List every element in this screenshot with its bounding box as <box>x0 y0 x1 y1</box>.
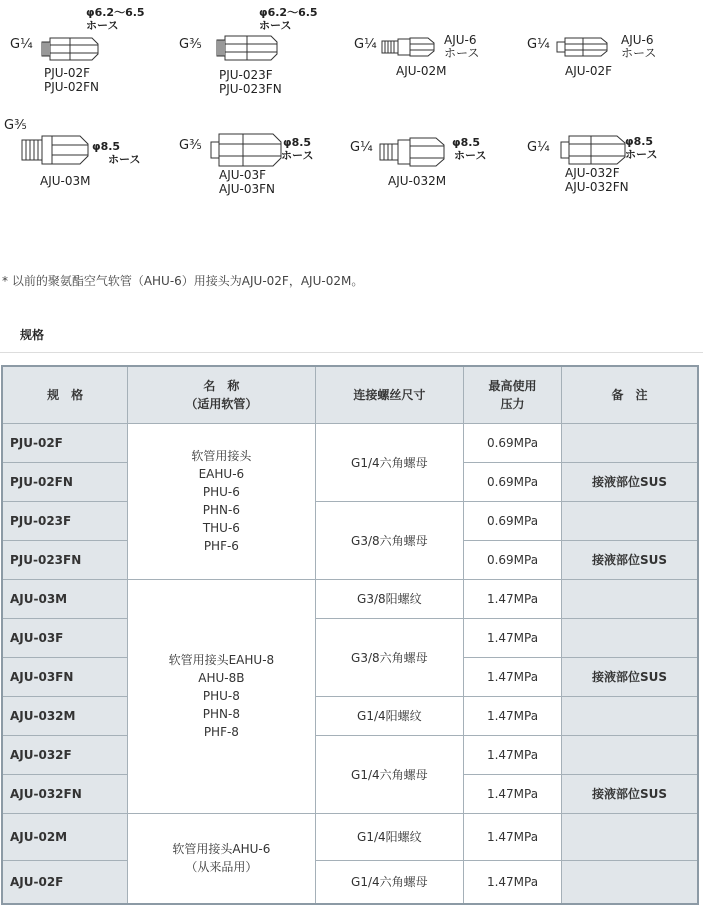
dimension-label: φ8.5 <box>283 136 312 149</box>
thread-cell: G3/8六角螺母 <box>315 501 464 579</box>
table-row <box>2 423 698 462</box>
model-label: AJU-032F <box>565 166 620 180</box>
name-cell <box>128 813 315 904</box>
model-cell: PJU-02FN <box>2 462 128 501</box>
remark-cell: 接液部位SUS <box>561 540 698 579</box>
name-line: （从来品用） <box>185 860 258 875</box>
model-label: AJU-032FN <box>565 180 629 194</box>
dimension-label: φ8.5 <box>625 135 654 148</box>
remark-cell <box>561 423 698 462</box>
remark-cell <box>561 813 698 860</box>
pressure-cell: 1.47MPa <box>464 696 562 735</box>
thread-label: G⅗ <box>179 138 202 153</box>
name-line: PHU-8 <box>202 689 240 703</box>
remark-cell <box>561 735 698 774</box>
figure-aju-03m <box>0 110 170 200</box>
name-line: EAHU-6 <box>198 467 245 481</box>
figure-aju-032f <box>525 110 700 200</box>
thread-cell: G1/4阳螺纹 <box>315 696 464 735</box>
model-label: AJU-02F <box>565 64 613 78</box>
thread-cell: G1/4六角螺母 <box>315 735 464 813</box>
name-line: PHF-8 <box>203 725 239 739</box>
divider <box>0 352 703 353</box>
remark-cell: 接液部位SUS <box>561 462 698 501</box>
hose-label: ホース <box>259 19 292 32</box>
thread-cell: G1/4六角螺母 <box>315 423 464 501</box>
table-row <box>2 735 698 774</box>
thread-cell: G3/8六角螺母 <box>315 618 464 696</box>
table-row <box>2 813 698 860</box>
name-line: PHF-6 <box>203 539 239 553</box>
remark-cell <box>561 501 698 540</box>
name-line: 软管用接头 <box>191 449 252 463</box>
name-line: PHU-6 <box>202 485 240 499</box>
thread-cell: G1/4阳螺纹 <box>315 813 464 860</box>
remark-cell <box>561 696 698 735</box>
pressure-cell: 0.69MPa <box>464 462 562 501</box>
footnote: * 以前的聚氨酯空气软管（AHU-6）用接头为AJU-02F，AJU-02M。 <box>2 274 364 288</box>
thread-cell: G3/8阳螺纹 <box>315 579 464 618</box>
pressure-cell: 1.47MPa <box>464 579 562 618</box>
remark-cell <box>561 579 698 618</box>
hose-label: ホース <box>625 148 658 161</box>
figure-aju-03f <box>175 110 345 200</box>
remark-cell <box>561 860 698 904</box>
thread-cell: G1/4六角螺母 <box>315 860 464 904</box>
model-cell: PJU-023F <box>2 501 128 540</box>
figure-pju-023f <box>175 0 345 100</box>
table-row <box>2 860 698 904</box>
pressure-cell: 1.47MPa <box>464 860 562 904</box>
hose-label: ホース <box>454 149 487 162</box>
model-cell: AJU-03FN <box>2 657 128 696</box>
header-name-line: 名 称 <box>203 378 240 393</box>
model-cell: AJU-02M <box>2 813 128 860</box>
header-remark: 备 注 <box>561 366 698 423</box>
thread-label: G⅗ <box>179 37 202 52</box>
dimension-label: φ8.5 <box>452 136 481 149</box>
figure-aju-02f <box>525 0 700 100</box>
model-cell: AJU-02F <box>2 860 128 904</box>
figure-aju-02m <box>350 0 520 100</box>
spec-table <box>1 365 699 905</box>
hose-label: ホース <box>444 46 480 60</box>
table-header-row <box>2 366 698 423</box>
table-row <box>2 618 698 657</box>
figure-aju-032m <box>350 110 520 200</box>
name-line: THU-6 <box>202 521 240 535</box>
model-label: AJU-03F <box>219 168 267 182</box>
model-cell: AJU-032M <box>2 696 128 735</box>
pressure-cell: 1.47MPa <box>464 657 562 696</box>
name-line: 软管用接头EAHU-8 <box>168 653 275 667</box>
table-row <box>2 501 698 540</box>
section-title: 规格 <box>20 328 45 342</box>
header-name-line: （适用软管） <box>185 396 258 411</box>
remark-cell: 接液部位SUS <box>561 774 698 813</box>
hose-label: ホース <box>86 19 119 32</box>
header-name <box>128 366 315 423</box>
figure-pju-02f <box>0 0 170 100</box>
model-label: AJU-03FN <box>219 182 276 196</box>
dimension-label: AJU-6 <box>444 33 477 47</box>
dimension-label: φ8.5 <box>92 140 121 153</box>
header-pressure-line: 压力 <box>500 396 525 411</box>
model-cell: PJU-023FN <box>2 540 128 579</box>
pressure-cell: 0.69MPa <box>464 501 562 540</box>
pressure-cell: 1.47MPa <box>464 774 562 813</box>
model-label: AJU-02M <box>396 64 447 78</box>
model-cell: AJU-03F <box>2 618 128 657</box>
fitting-drawing <box>380 32 450 62</box>
name-line: AHU-8B <box>198 671 245 685</box>
pressure-cell: 1.47MPa <box>464 618 562 657</box>
model-label: PJU-02FN <box>44 80 100 94</box>
header-pressure <box>464 366 562 423</box>
header-thread: 连接螺丝尺寸 <box>315 366 464 423</box>
fitting-drawing <box>18 128 98 174</box>
name-line: PHN-6 <box>202 503 240 517</box>
fitting-drawing <box>378 132 458 172</box>
header-spec: 规 格 <box>2 366 128 423</box>
dimension-label: φ6.2～6.5 <box>259 6 318 19</box>
fitting-drawing <box>205 28 285 68</box>
header-pressure-line: 最高使用 <box>488 378 537 393</box>
pressure-cell: 0.69MPa <box>464 423 562 462</box>
thread-label: G¼ <box>10 37 33 52</box>
thread-label: G¼ <box>350 140 373 155</box>
name-cell <box>128 423 315 579</box>
model-label: AJU-032M <box>388 174 447 188</box>
model-label: PJU-023F <box>219 68 273 82</box>
table-row <box>2 579 698 618</box>
thread-label: G⅗ <box>4 118 27 133</box>
model-label: PJU-02F <box>44 66 91 80</box>
pressure-cell: 0.69MPa <box>464 540 562 579</box>
fitting-drawing <box>555 32 625 62</box>
table-row <box>2 696 698 735</box>
name-line: 软管用接头AHU-6 <box>172 842 271 857</box>
model-label: AJU-03M <box>40 174 91 188</box>
model-cell: AJU-03M <box>2 579 128 618</box>
hose-label: ホース <box>621 46 657 60</box>
dimension-label: φ6.2～6.5 <box>86 6 145 19</box>
model-cell: AJU-032F <box>2 735 128 774</box>
model-cell: PJU-02F <box>2 423 128 462</box>
remark-cell: 接液部位SUS <box>561 657 698 696</box>
pressure-cell: 1.47MPa <box>464 735 562 774</box>
hose-label: ホース <box>108 153 141 166</box>
hose-label: ホース <box>281 149 314 162</box>
dimension-label: AJU-6 <box>621 33 654 47</box>
model-cell: AJU-032FN <box>2 774 128 813</box>
thread-label: G¼ <box>527 140 550 155</box>
thread-label: G¼ <box>527 37 550 52</box>
name-cell <box>128 579 315 813</box>
pressure-cell: 1.47MPa <box>464 813 562 860</box>
remark-cell <box>561 618 698 657</box>
model-label: PJU-023FN <box>219 82 282 96</box>
fitting-drawing <box>40 30 110 70</box>
name-line: PHN-8 <box>202 707 240 721</box>
thread-label: G¼ <box>354 37 377 52</box>
